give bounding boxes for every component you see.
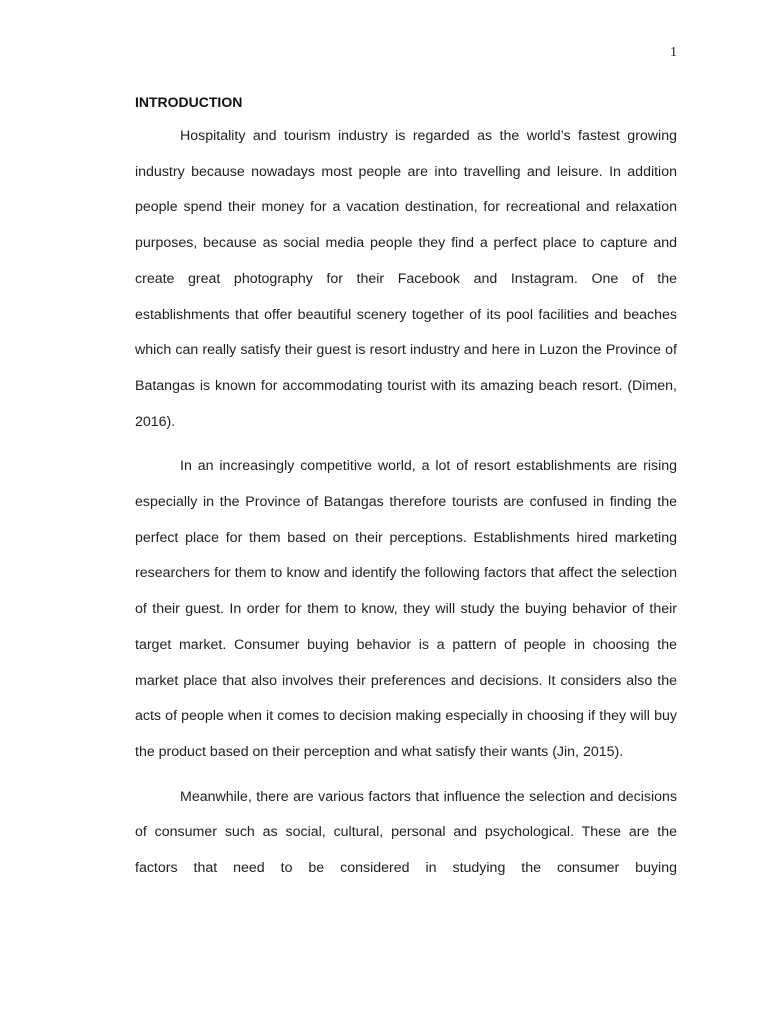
section-heading: INTRODUCTION bbox=[135, 94, 243, 110]
paragraph-3: Meanwhile, there are various factors that influence the selection and decisions of consumer such as social, cultural, personal and psychological. These are the factors that need to be considered in studying the consumer buying bbox=[135, 788, 677, 877]
paragraph-1: Hospitality and tourism industry is regarded as the world’s fastest growing industry because nowadays most people are into travelling and leisure. In addition people spend their money for a vacation destination, for recreational and relaxation purposes, because as social media people they find a perfect place to capture and create great photography for their Facebook and Instagram. One of the establishments that offer beautiful scenery together of its pool facilities and beaches which can really satisfy their guest is resort industry and here in Luzon the Province of Batangas is known for accommodating tourist with its amazing beach resort. (Dimen, 2016). bbox=[135, 128, 677, 430]
paragraph-2: In an increasingly competitive world, a lot of resort establishments are rising especially in the Province of Batangas therefore tourists are confused in finding the perfect place for them based on their perceptions. Establishments hired marketing researchers for them to know and identify the following factors that affect the selection of their guest. In order for them to know, they will study the buying behavior of their target market. Consumer buying behavior is a pattern of people in choosing the market place that also involves their preferences and decisions. It considers also the acts of people when it comes to decision making especially in choosing if they will buy the product based on their perception and what satisfy their wants (Jin, 2015). bbox=[135, 458, 677, 760]
page-number: 1 bbox=[670, 45, 677, 60]
document-body bbox=[135, 93, 677, 896]
